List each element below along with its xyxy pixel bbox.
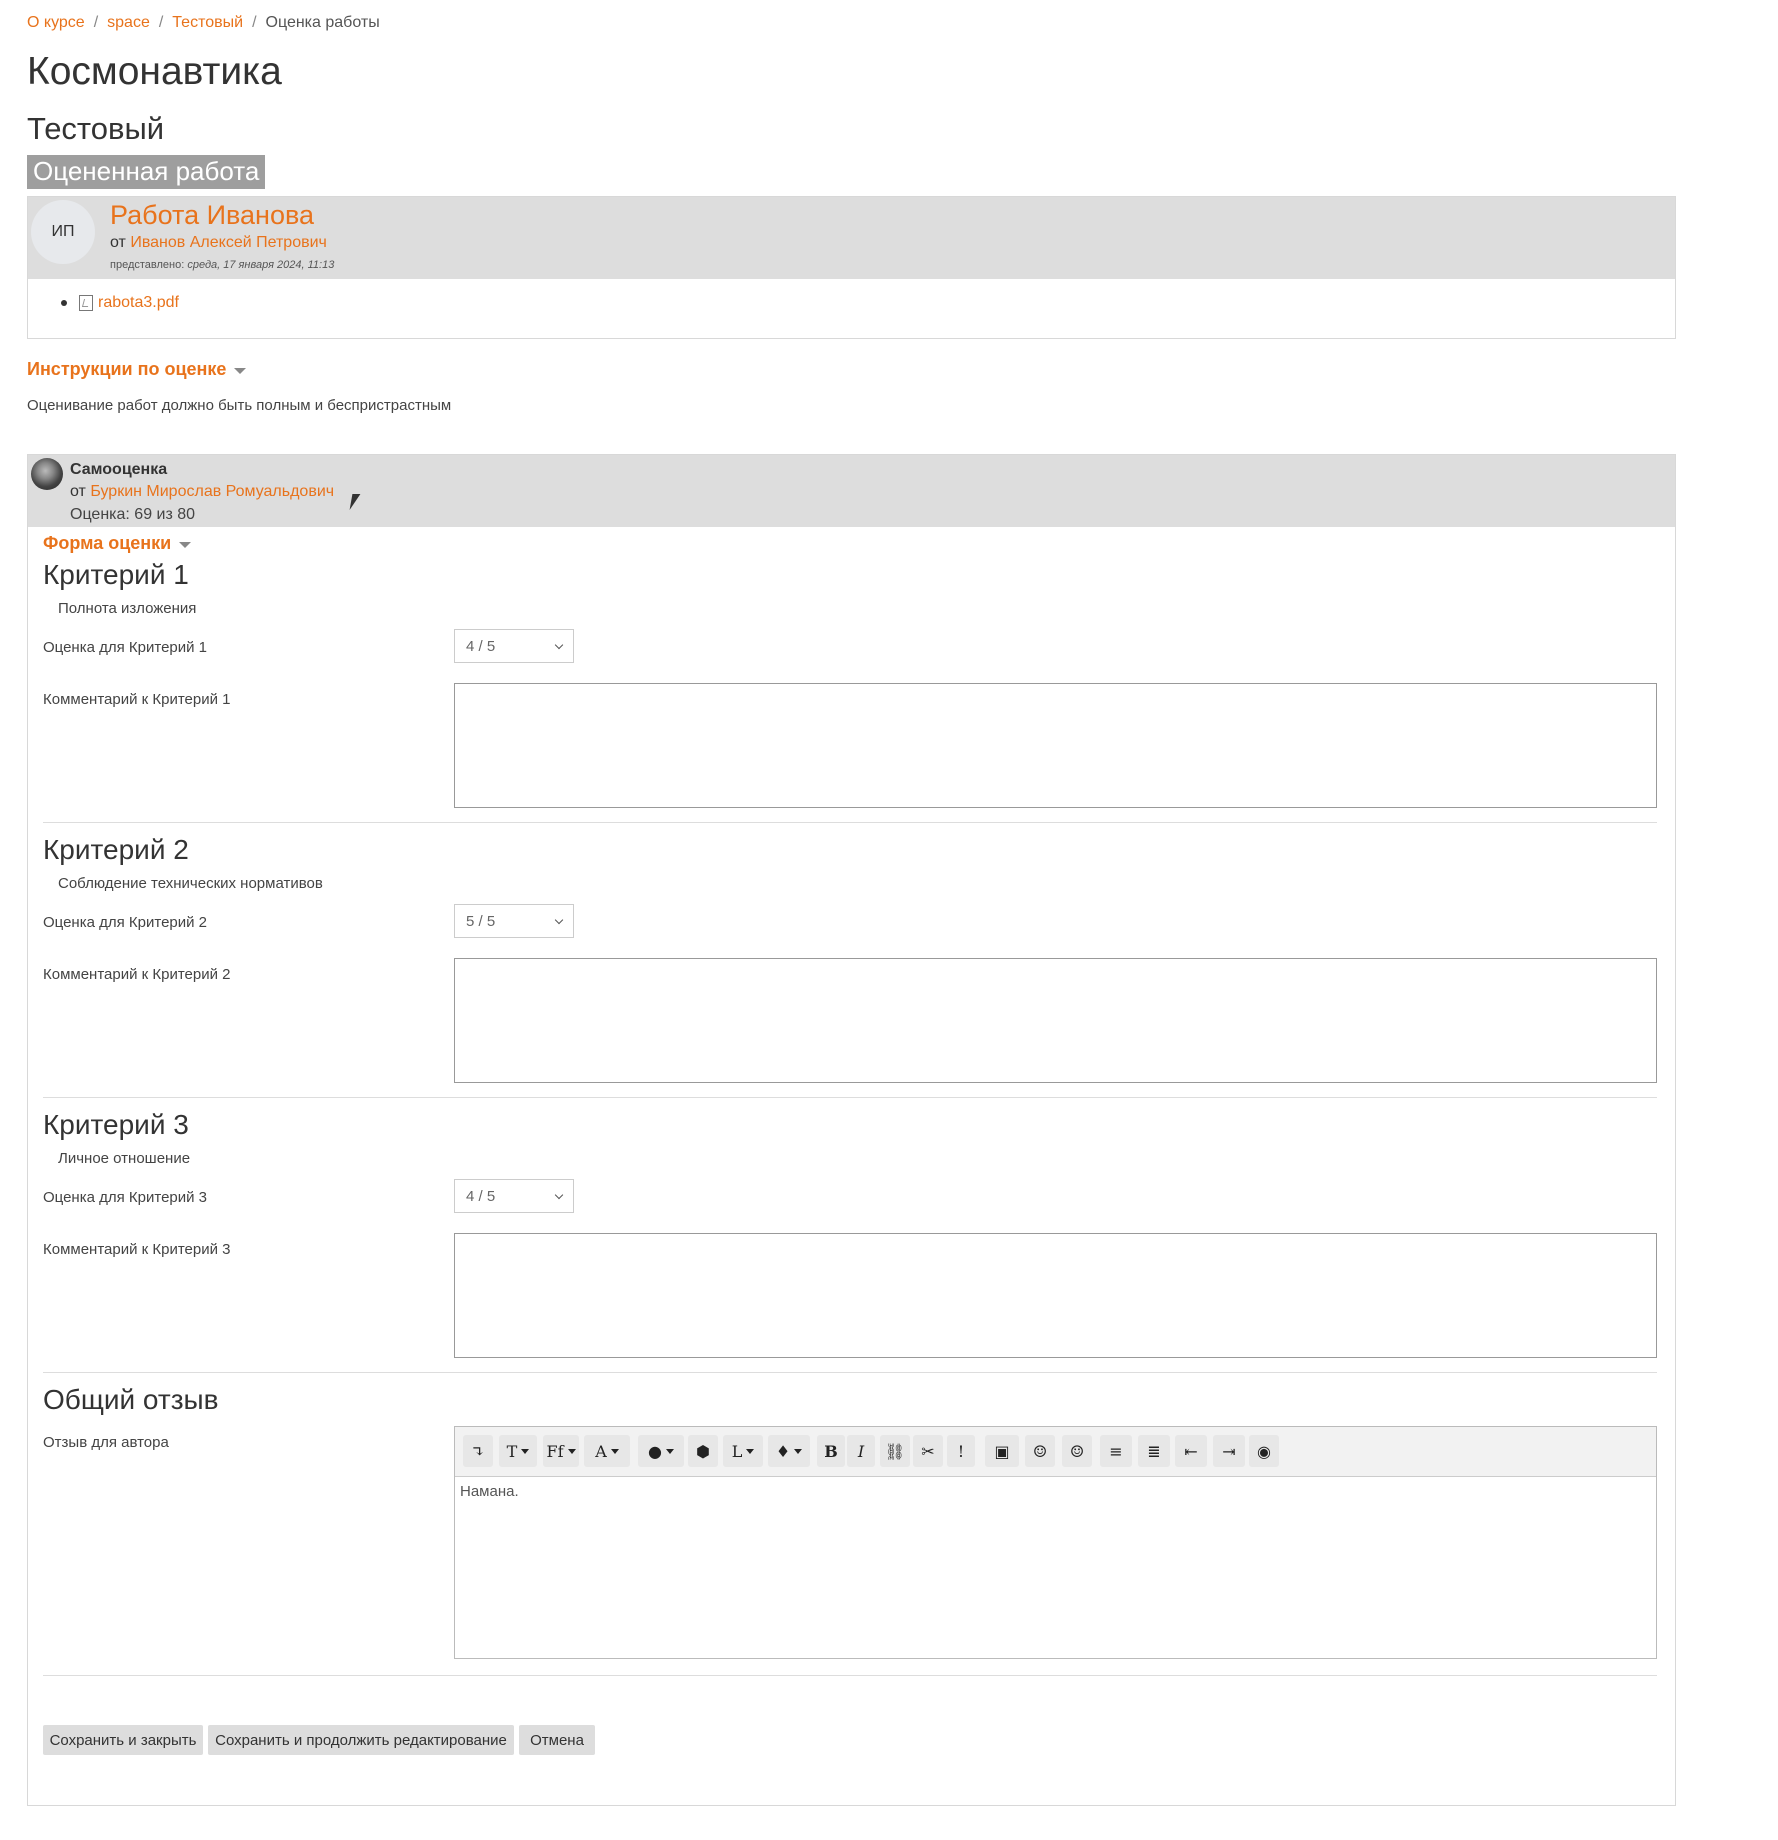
criterion-2-title: Критерий 2 — [43, 834, 189, 865]
author-prefix: от — [110, 234, 126, 251]
submission-date — [110, 259, 334, 271]
emoji-button[interactable] — [1025, 1435, 1055, 1467]
background-color-icon: ● — [648, 1441, 662, 1461]
criterion-1-grade-label: Оценка для Критерий 1 — [43, 639, 208, 656]
criterion-3-grade-label: Оценка для Критерий 3 — [43, 1189, 208, 1206]
save-and-close-button[interactable]: Сохранить и закрыть — [43, 1725, 203, 1755]
author-prefix: от — [70, 483, 86, 500]
divider — [43, 1675, 1657, 1676]
heading-icon: T — [506, 1441, 518, 1461]
collapse-icon: ↴ — [471, 1441, 485, 1461]
feedback-title: Общий отзыв — [43, 1384, 219, 1415]
assessment-header — [28, 455, 1675, 527]
feedback-editor-content[interactable]: Намана. — [460, 1483, 519, 1500]
criterion-2-grade-select[interactable] — [454, 904, 574, 938]
dropdown-arrow-icon — [611, 1449, 619, 1454]
breadcrumb-activity[interactable]: Тестовый — [172, 14, 244, 31]
criterion-3-title: Критерий 3 — [43, 1109, 189, 1140]
italic-icon: I — [857, 1441, 865, 1461]
attachment-item — [61, 294, 179, 312]
outdent-button[interactable] — [1175, 1435, 1207, 1467]
submission-header — [28, 197, 1675, 279]
emoji-icon: ☺ — [1032, 1441, 1048, 1461]
font-family-icon: Ff — [546, 1441, 564, 1461]
criterion-2-comment-field[interactable] — [454, 958, 1657, 1083]
criterion-3-description: Личное отношение — [58, 1150, 191, 1167]
divider — [43, 1097, 1657, 1098]
image-button[interactable] — [985, 1435, 1019, 1467]
submitted-label: представлено: — [110, 259, 185, 271]
accessibility-icon: ◉ — [1257, 1441, 1271, 1461]
dropdown-arrow-icon — [666, 1449, 674, 1454]
outdent-icon: ⇤ — [1184, 1441, 1198, 1461]
background-color-button[interactable] — [638, 1435, 684, 1467]
activity-title: Тестовый — [27, 111, 165, 146]
heading-button[interactable] — [499, 1435, 537, 1467]
pdf-file-icon — [79, 295, 93, 311]
attachment-link[interactable]: rabota3.pdf — [98, 294, 179, 311]
dropdown-arrow-icon — [568, 1449, 576, 1454]
numbered-list-icon: ≣ — [1147, 1441, 1161, 1461]
course-title: Космонавтика — [27, 50, 282, 93]
chevron-down-icon — [555, 641, 563, 649]
criterion-1-title: Критерий 1 — [43, 559, 189, 590]
feedback-label: Отзыв для автора — [43, 1434, 169, 1451]
feedback-editor — [454, 1426, 1657, 1659]
editor-toolbar — [455, 1427, 1656, 1477]
breadcrumb-current: Оценка работы — [265, 14, 380, 31]
font-color-button[interactable] — [584, 1435, 630, 1467]
save-and-continue-button[interactable]: Сохранить и продолжить редактирование — [208, 1725, 514, 1755]
instructions-toggle-label: Инструкции по оценке — [27, 359, 227, 379]
assessment-author-line — [70, 483, 334, 501]
dropdown-arrow-icon — [521, 1449, 529, 1454]
submission-title[interactable]: Работа Иванова — [110, 200, 315, 230]
unlink-icon: ✂ — [921, 1441, 935, 1461]
caret-down-icon — [234, 368, 246, 374]
paragraph-style-button[interactable] — [723, 1435, 763, 1467]
unlink-button[interactable] — [913, 1435, 943, 1467]
graded-work-heading: Оцененная работа — [27, 155, 265, 189]
cancel-button[interactable]: Отмена — [519, 1725, 595, 1755]
chevron-down-icon — [555, 1191, 563, 1199]
breadcrumb-about-course[interactable]: О курсе — [27, 14, 85, 31]
image-icon: ▣ — [994, 1441, 1010, 1461]
numbered-list-button[interactable] — [1138, 1435, 1170, 1467]
criterion-1-comment-field[interactable] — [454, 683, 1657, 808]
assessment-title: Самооценка — [70, 461, 168, 478]
submission-author-link[interactable]: Иванов Алексей Петрович — [130, 234, 327, 251]
criterion-1-grade-value: 4 / 5 — [466, 637, 496, 655]
breadcrumb — [27, 14, 380, 32]
media-icon: ⬢ — [696, 1441, 710, 1461]
alert-button[interactable] — [947, 1435, 975, 1467]
criterion-1-comment-label: Комментарий к Критерий 1 — [43, 691, 231, 708]
font-color-icon: A — [595, 1441, 607, 1461]
collapse-button[interactable] — [463, 1435, 493, 1467]
emoticon-icon: ☺ — [1069, 1441, 1085, 1461]
bullet — [61, 300, 67, 306]
link-button[interactable] — [880, 1435, 910, 1467]
assessment-author-link[interactable]: Буркин Мирослав Ромуальдович — [90, 483, 335, 500]
assessment-form-toggle-label: Форма оценки — [43, 533, 172, 553]
instructions-toggle[interactable] — [27, 359, 246, 380]
paragraph-style-icon: L — [731, 1441, 743, 1461]
bold-icon: B — [824, 1441, 838, 1461]
criterion-2-grade-label: Оценка для Критерий 2 — [43, 914, 208, 931]
insert-icon: ♦ — [775, 1441, 791, 1461]
criterion-1-grade-select[interactable] — [454, 629, 574, 663]
bullet-list-button[interactable] — [1100, 1435, 1132, 1467]
divider — [43, 822, 1657, 823]
assessment-grade: Оценка: 69 из 80 — [70, 506, 196, 523]
assessment-card — [27, 454, 1676, 1806]
indent-button[interactable] — [1213, 1435, 1245, 1467]
breadcrumb-separator: / — [158, 14, 164, 31]
accessibility-button[interactable] — [1249, 1435, 1279, 1467]
criterion-3-comment-label: Комментарий к Критерий 3 — [43, 1241, 231, 1258]
criterion-3-comment-field[interactable] — [454, 1233, 1657, 1358]
instructions-text: Оценивание работ должно быть полным и беспристрастным — [27, 397, 452, 414]
breadcrumb-separator: / — [93, 14, 99, 31]
breadcrumb-separator: / — [252, 14, 257, 31]
criterion-2-grade-value: 5 / 5 — [466, 912, 496, 930]
bold-button[interactable] — [817, 1435, 845, 1467]
user-avatar — [31, 458, 63, 490]
divider — [43, 1372, 1657, 1373]
indent-icon: ⇥ — [1222, 1441, 1236, 1461]
alert-icon: ! — [957, 1441, 965, 1461]
dropdown-arrow-icon — [746, 1449, 754, 1454]
italic-button[interactable] — [847, 1435, 875, 1467]
submission-card — [27, 196, 1676, 339]
criterion-3-grade-value: 4 / 5 — [466, 1187, 496, 1205]
criterion-2-description: Соблюдение технических нормативов — [58, 875, 323, 892]
submission-author-line — [110, 234, 327, 252]
criterion-3-grade-select[interactable] — [454, 1179, 574, 1213]
media-button[interactable] — [688, 1435, 718, 1467]
dropdown-arrow-icon — [794, 1449, 802, 1454]
font-family-button[interactable] — [543, 1435, 579, 1467]
avatar: ИП — [31, 200, 95, 264]
insert-button[interactable] — [768, 1435, 810, 1467]
emoticon-button[interactable] — [1062, 1435, 1092, 1467]
caret-down-icon — [179, 542, 191, 548]
bullet-list-icon: ≡ — [1109, 1441, 1123, 1461]
breadcrumb-space[interactable]: space — [107, 14, 150, 31]
link-icon: ⛓ — [884, 1441, 906, 1461]
criterion-2-comment-label: Комментарий к Критерий 2 — [43, 966, 231, 983]
criterion-1-description: Полнота изложения — [58, 600, 197, 617]
assessment-form-toggle[interactable] — [43, 533, 191, 554]
chevron-down-icon — [555, 916, 563, 924]
submitted-date: среда, 17 января 2024, 11:13 — [187, 259, 335, 271]
